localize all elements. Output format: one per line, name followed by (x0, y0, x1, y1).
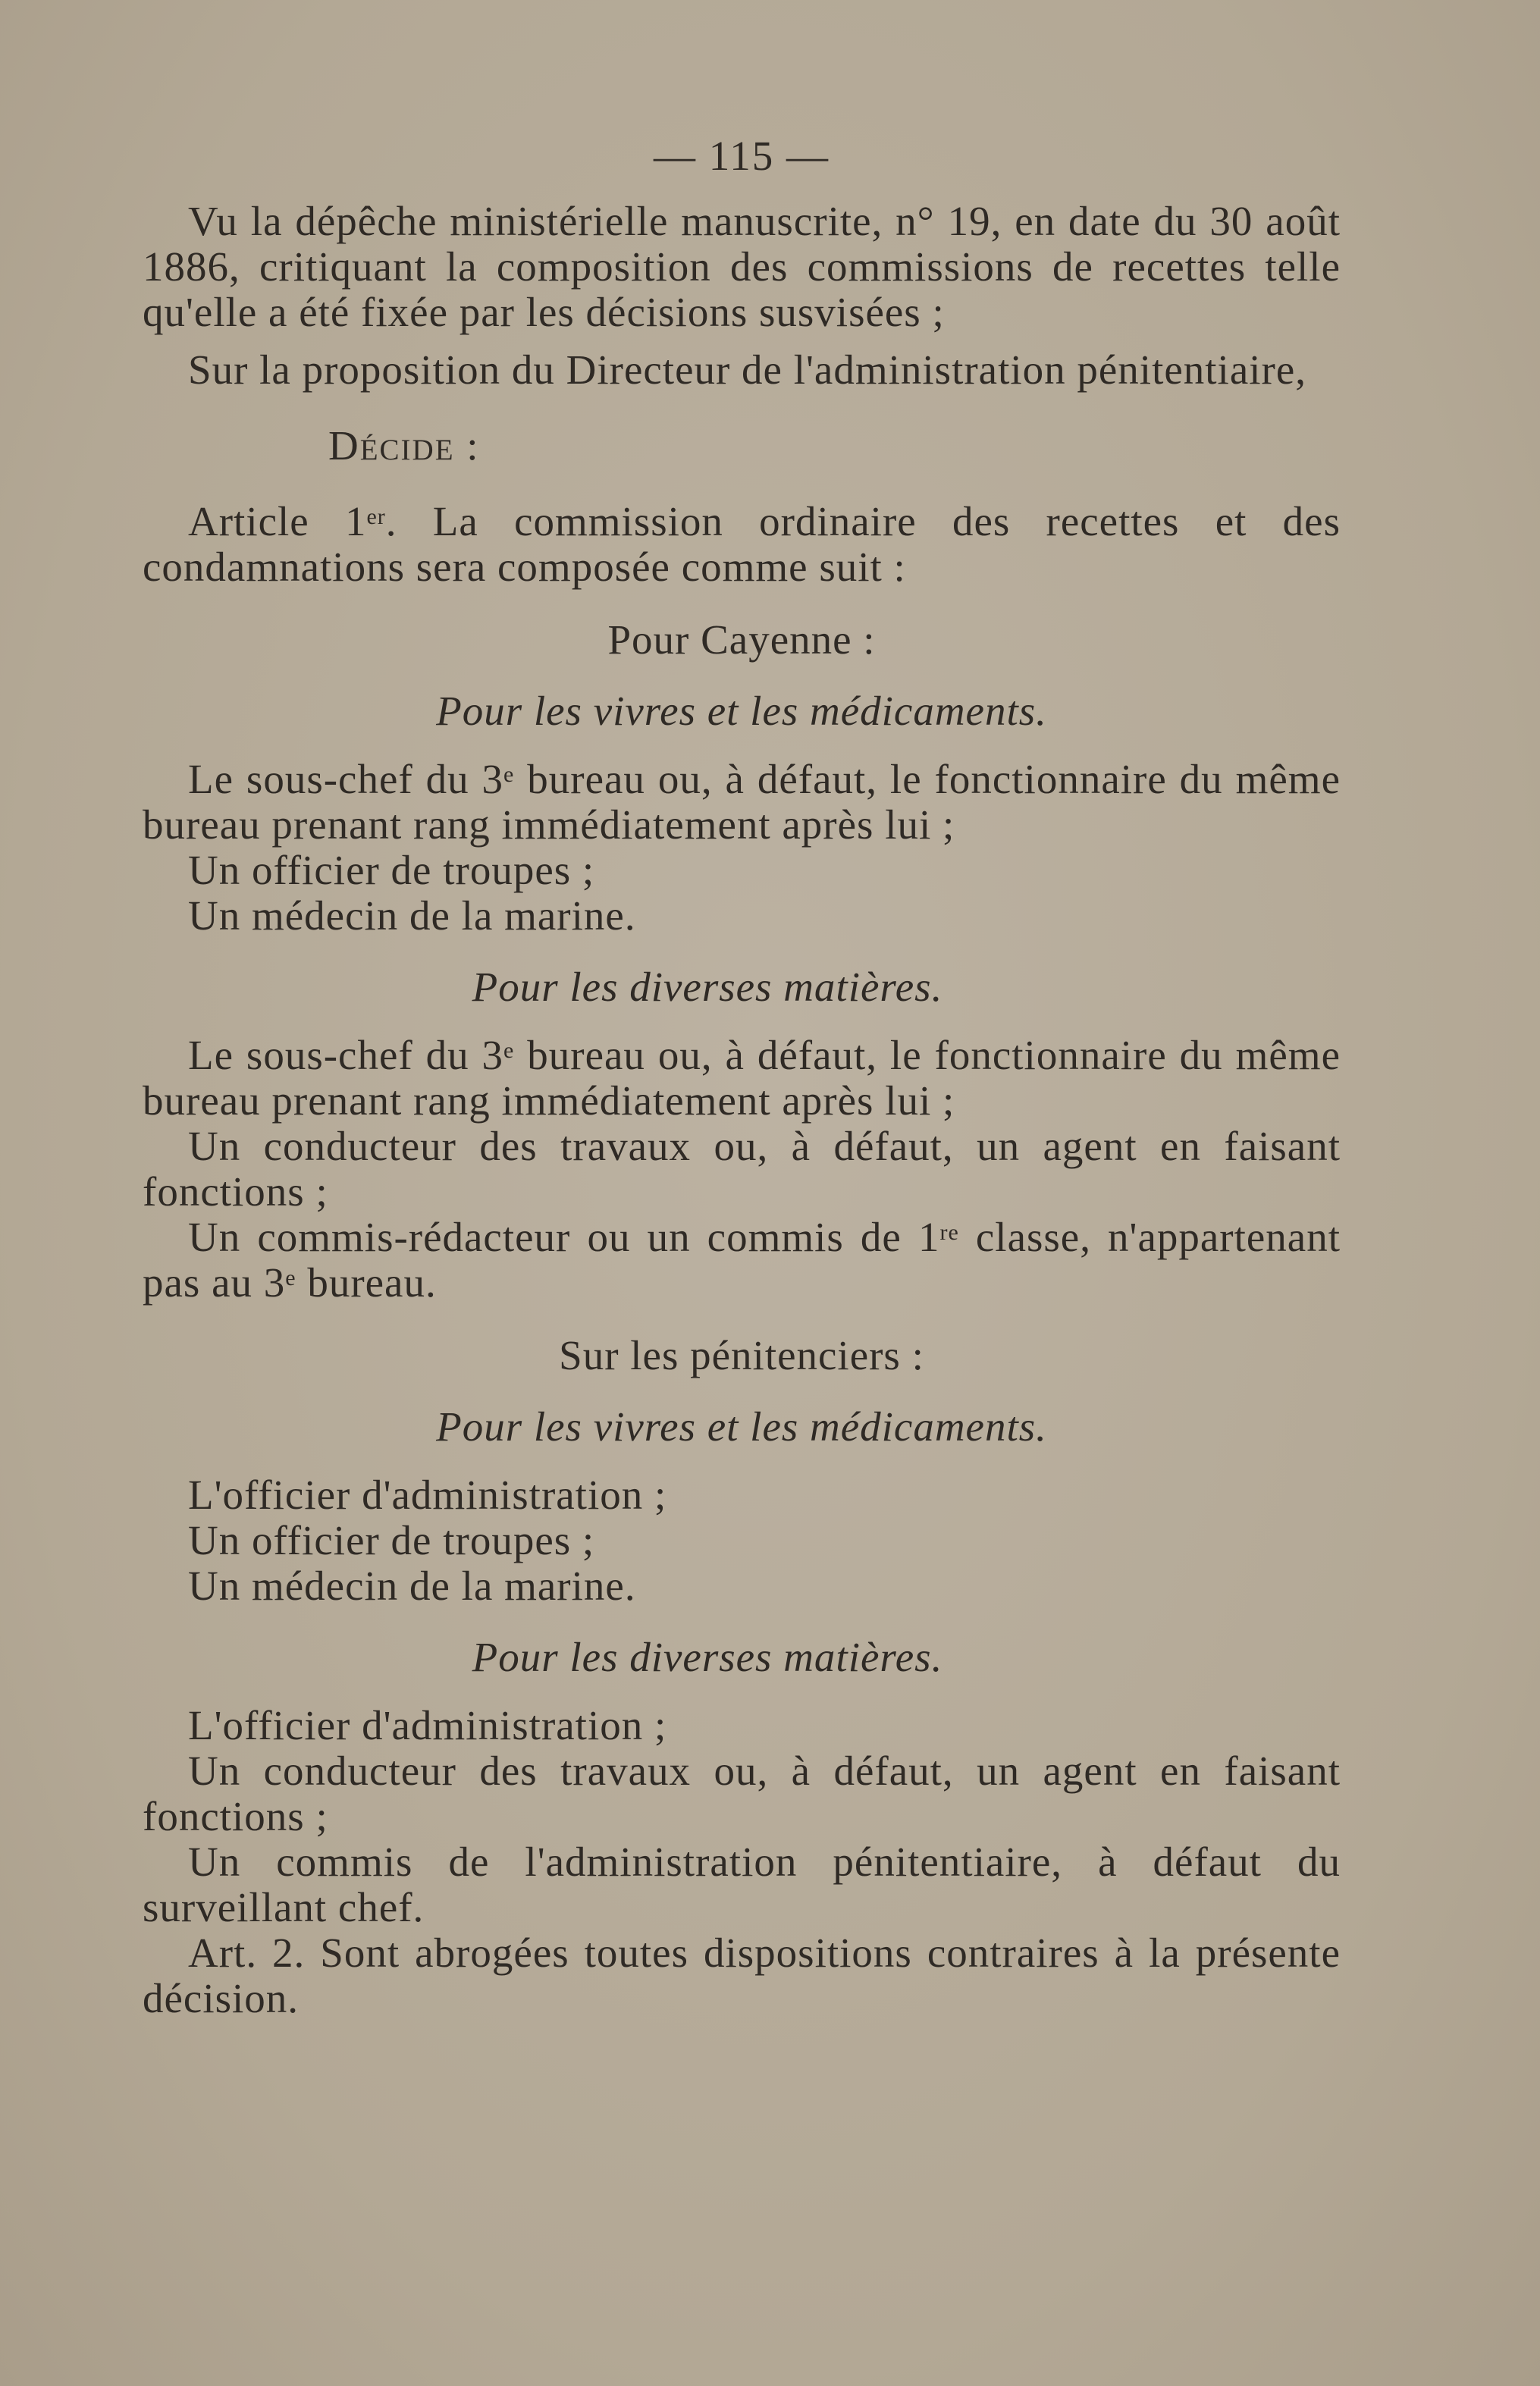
cayenne-diverses-item-3-sup-2: e (285, 1265, 296, 1290)
document-body (143, 133, 1341, 2021)
cayenne-vivres-item-1 (143, 757, 1341, 848)
penitenciers-diverses-title: Pour les diverses matières. (472, 1634, 943, 1680)
cayenne-vivres-item-1-prefix: Le sous-chef du 3 (188, 756, 504, 802)
decide-heading: Décide : (328, 422, 480, 469)
cayenne-vivres-item-3: Un médecin de la marine. (188, 892, 636, 939)
cayenne-diverses-item-3-prefix: Un commis-rédacteur ou un commis de 1 (188, 1214, 940, 1260)
article-2: Art. 2. Sont abrogées toutes dispositions contraires à la présente décision. (143, 1930, 1341, 2021)
cayenne-diverses-item-2: Un conducteur des travaux ou, à défaut, un agent en faisant fonctions ; (143, 1123, 1341, 1215)
page-number: — 115 — (654, 133, 830, 179)
cayenne-diverses-item-1-sup: e (503, 1038, 515, 1063)
article-1-sup: er (366, 504, 386, 529)
article-1 (143, 499, 1341, 590)
penitenciers-vivres-item-3: Un médecin de la marine. (188, 1563, 636, 1609)
cayenne-diverses-item-3-sup: re (939, 1220, 959, 1245)
penitenciers-diverses-item-1: L'officier d'administration ; (188, 1702, 667, 1748)
cayenne-vivres-item-1-text: bureau ou, à défaut, le fonctionnaire du même bureau prenant rang immédiatement après lui ; (143, 756, 1341, 848)
cayenne-diverses-item-3 (143, 1215, 1341, 1306)
paragraph-sur: Sur la proposition du Directeur de l'administration pénitentiaire, (188, 346, 1306, 393)
penitenciers-vivres-item-2: Un officier de troupes ; (188, 1517, 595, 1563)
cayenne-diverses-item-3-text: classe, n'appartenant pas au 3 (143, 1214, 1341, 1306)
cayenne-heading: Pour Cayenne : (607, 616, 876, 663)
cayenne-diverses-item-3-text-2: bureau. (296, 1259, 437, 1306)
penitenciers-vivres-item-1: L'officier d'administration ; (188, 1472, 667, 1518)
cayenne-vivres-title: Pour les vivres et les médicaments. (436, 688, 1047, 734)
article-1-prefix: Article 1 (188, 498, 367, 544)
cayenne-vivres-item-1-sup: e (503, 762, 515, 787)
penitenciers-vivres-title: Pour les vivres et les médicaments. (436, 1403, 1047, 1450)
penitenciers-diverses-item-3: Un commis de l'administration pénitentiaire, à défaut du surveillant chef. (143, 1839, 1341, 1930)
penitenciers-diverses-item-2: Un conducteur des travaux ou, à défaut, un agent en faisant fonctions ; (143, 1748, 1341, 1839)
cayenne-diverses-item-1-text: bureau ou, à défaut, le fonctionnaire du même bureau prenant rang immédiatement après lui ; (143, 1032, 1341, 1124)
cayenne-diverses-title: Pour les diverses matières. (472, 964, 943, 1010)
penitenciers-heading: Sur les pénitenciers : (559, 1332, 924, 1378)
cayenne-diverses-item-1-prefix: Le sous-chef du 3 (188, 1032, 504, 1078)
article-1-text: . La commission ordinaire des recettes et des condamnations sera composée comme suit : (143, 498, 1341, 590)
paragraph-vu: Vu la dépêche ministérielle manuscrite, n° 19, en date du 30 août 1886, critiquant la composition des commissions de recettes telle qu'elle a été fixée par les décisions susvisées ; (143, 198, 1341, 335)
cayenne-diverses-item-1 (143, 1033, 1341, 1124)
cayenne-vivres-item-2: Un officier de troupes ; (188, 847, 595, 893)
